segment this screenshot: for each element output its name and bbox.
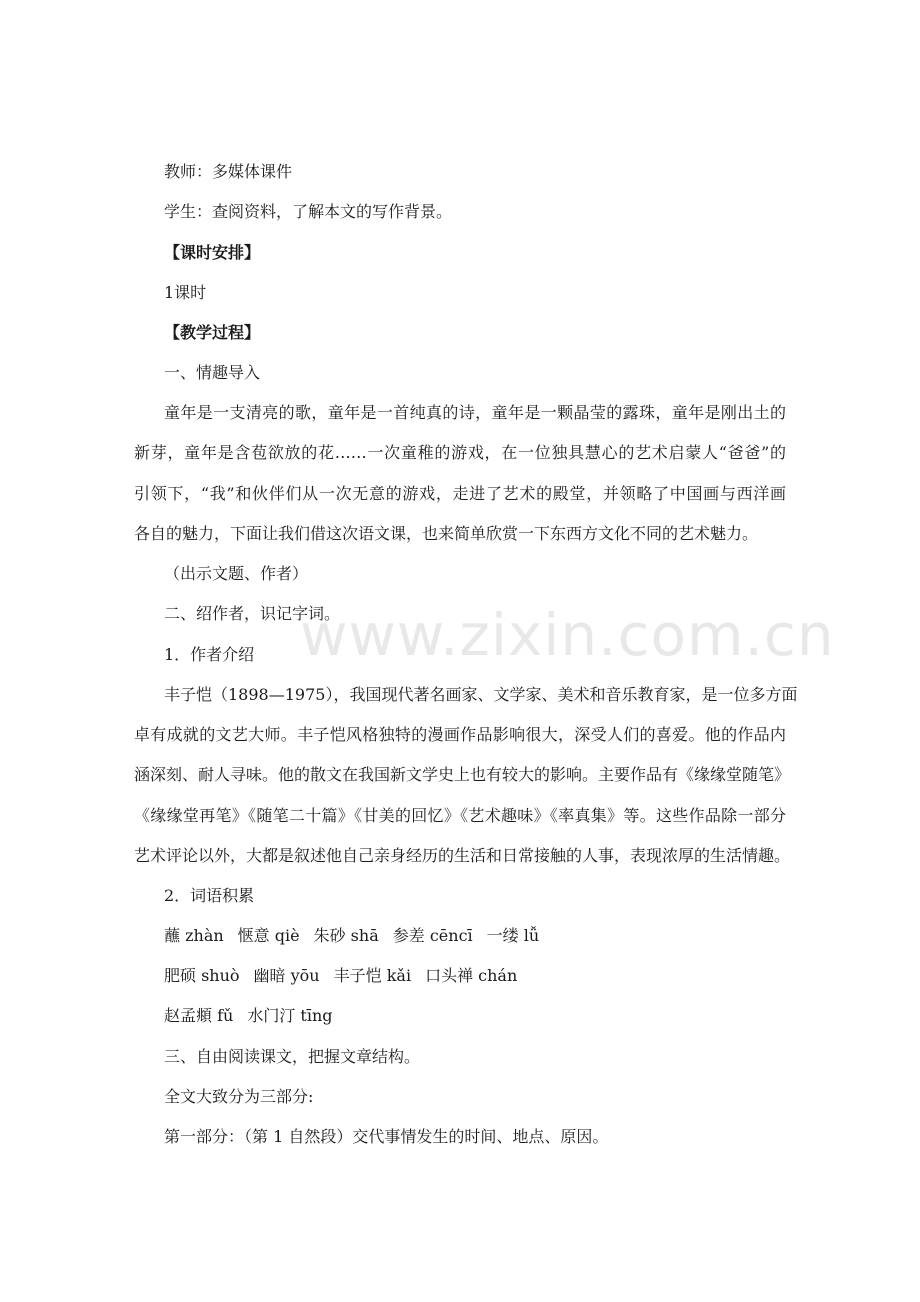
vocab-item: 丰子恺 kǎi xyxy=(333,966,412,985)
vocab-item: 肥硕 shuò xyxy=(164,966,240,985)
structure-intro: 全文大致分为三部分: xyxy=(164,1087,314,1106)
prep-student: 学生：查阅资料，了解本文的写作背景。 xyxy=(164,202,453,221)
schedule-value: 1课时 xyxy=(164,283,207,302)
vocab-item: 赵孟頫 fǔ xyxy=(164,1006,234,1025)
schedule-heading: 【课时安排】 xyxy=(164,243,261,262)
vocab-item: 朱砂 shā xyxy=(313,926,379,945)
process-heading: 【教学过程】 xyxy=(164,323,261,342)
vocab-item: 蘸 zhàn xyxy=(164,926,224,945)
vocab-item: 一缕 lǚ xyxy=(486,926,540,945)
vocab-row xyxy=(164,966,531,986)
author-line: 涵深刻、耐人寻味。他的散文在我国新文学史上也有较大的影响。主要作品有《缘缘堂随笔》 xyxy=(134,765,791,784)
watermark: www.zixin.com.cn xyxy=(300,601,835,669)
author-line: 《缘缘堂再笔》《随笔二十篇》《甘美的回忆》《艺术趣味》《率真集》等。这些作品除一部分 xyxy=(134,806,786,825)
vocab-item: 口头禅 chán xyxy=(425,966,518,985)
vocab-item: 水门汀 tīng xyxy=(247,1006,333,1025)
author-line: 卓有成就的文艺大师。丰子恺风格独特的漫画作品影响很大，深受人们的喜爱。他的作品内 xyxy=(134,725,786,744)
section2-title: 二、绍作者，识记字词。 xyxy=(164,604,341,623)
show-title-note: （出示文题、作者） xyxy=(164,564,309,583)
intro-line: 新芽，童年是含苞欲放的花……一次童稚的游戏，在一位独具慧心的艺术启蒙人“爸爸”的 xyxy=(134,443,786,462)
author-intro-title: 1．作者介绍 xyxy=(164,645,255,664)
vocab-item: 幽暗 yōu xyxy=(253,966,320,985)
intro-line: 引领下，“我”和伙伴们从一次无意的游戏，走进了艺术的殿堂，并领略了中国画与西洋画 xyxy=(134,484,786,503)
section1-title: 一、情趣导入 xyxy=(164,363,261,382)
prep-teacher: 教师：多媒体课件 xyxy=(164,162,293,181)
section3-title: 三、自由阅读课文，把握文章结构。 xyxy=(164,1047,421,1066)
intro-line: 各自的魅力，下面让我们借这次语文课，也来简单欣赏一下东西方文化不同的艺术魅力。 xyxy=(134,524,759,543)
structure-part1: 第一部分：（第 1 自然段）交代事情发生的时间、地点、原因。 xyxy=(164,1127,609,1146)
vocab-title: 2．词语积累 xyxy=(164,886,255,905)
intro-line: 童年是一支清亮的歌，童年是一首纯真的诗，童年是一颗晶莹的露珠，童年是刚出土的 xyxy=(164,403,786,422)
author-line: 艺术评论以外，大都是叙述他自己亲身经历的生活和日常接触的人事，表现浓厚的生活情趣。 xyxy=(134,846,791,865)
vocab-item: 参差 cēncī xyxy=(392,926,473,945)
author-line: 丰子恺（1898—1975），我国现代著名画家、文学家、美术和音乐教育家，是一位多方面 xyxy=(164,685,798,704)
vocab-item: 惬意 qiè xyxy=(237,926,300,945)
vocab-row xyxy=(164,926,553,946)
vocab-row xyxy=(164,1006,347,1026)
